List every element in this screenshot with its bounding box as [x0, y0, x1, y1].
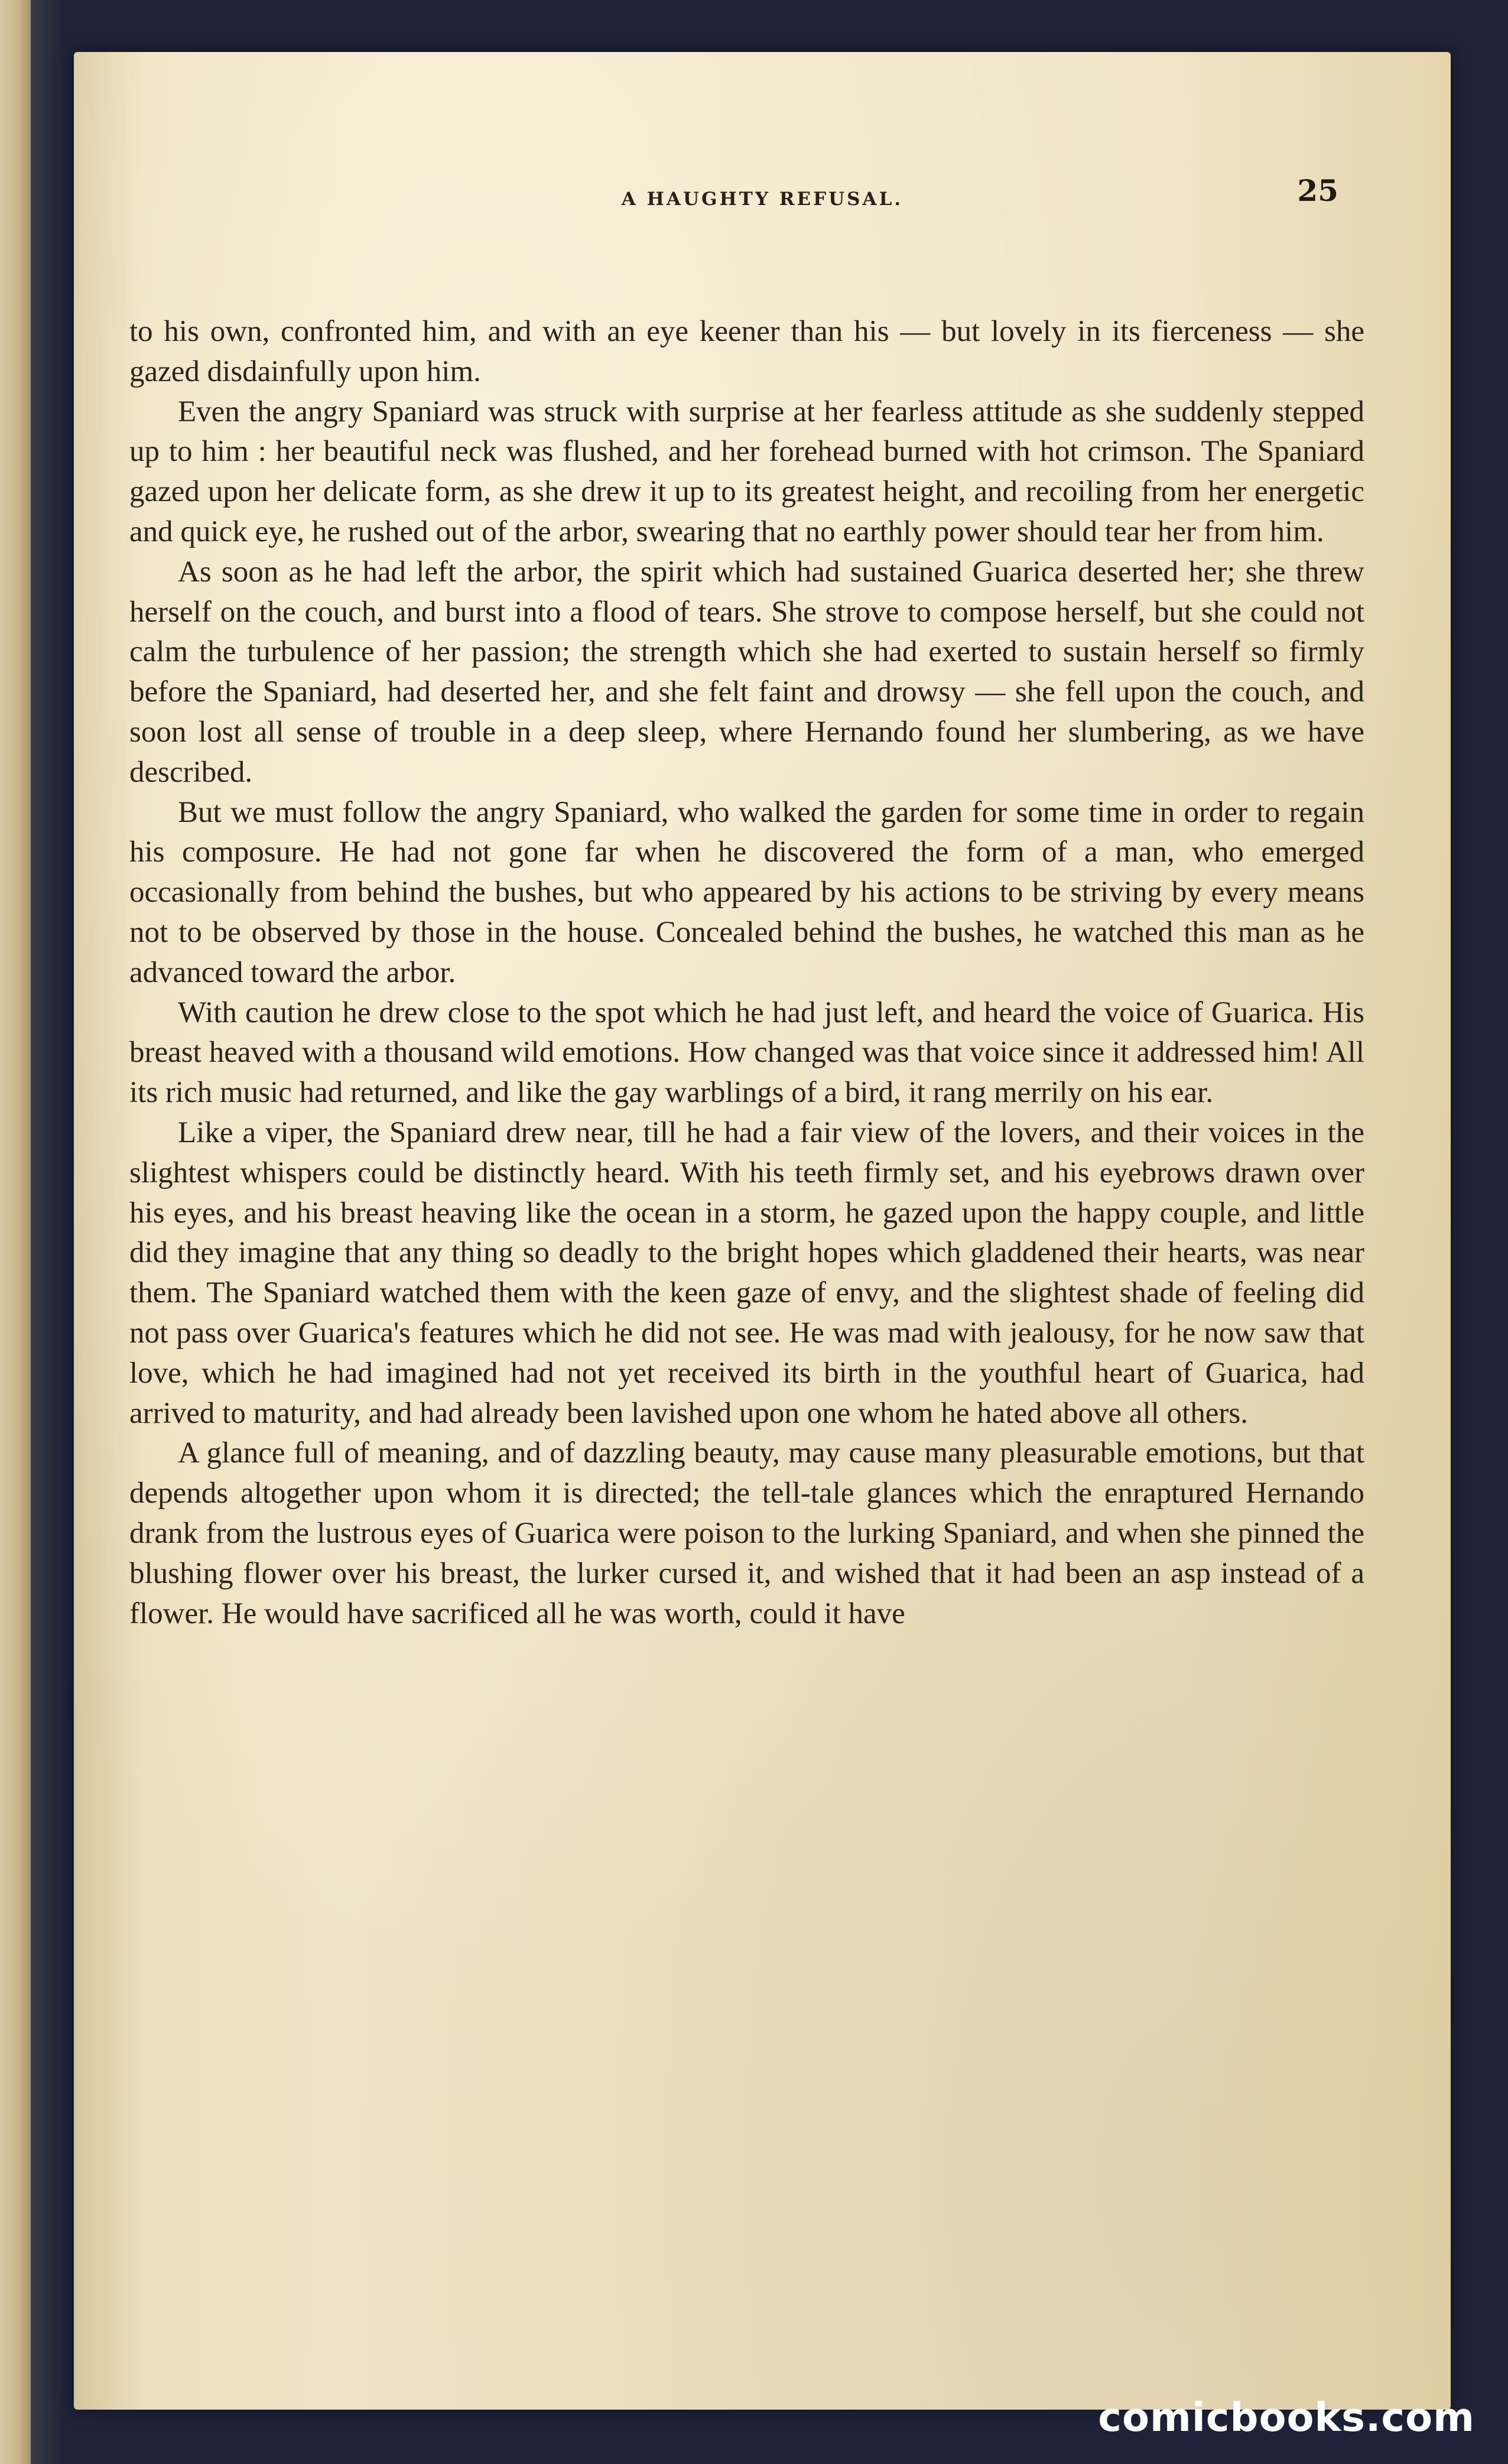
- book-page: [74, 52, 1451, 2410]
- paragraph-3: As soon as he had left the arbor, the spirit which had sustained Guarica deserted her; she threw herself on the couch, and burst into a flood of tears. She strove to compose herself, but she could not calm the turbulence of her passion; the strength which she had exerted to sustain herself so firmly before the Spaniard, had deserted her, and she felt faint and drowsy — she fell upon the couch, and soon lost all sense of trouble in a deep sleep, where Hernando found her slumbering, as we have described.: [129, 555, 1364, 789]
- site-watermark: comicbooks.com: [1098, 2394, 1475, 2440]
- adjacent-page-edge: [0, 0, 31, 2464]
- paragraph-6: Like a viper, the Spaniard drew near, till he had a fair view of the lovers, and their voices in the slightest whispers could be distinctly heard. With his teeth firmly set, and his eyebrows drawn over his eyes, and his breast heaving like the ocean in a storm, he gazed upon the happy couple, and little did they imagine that any thing so deadly to the bright hopes which gladdened their hearts, was near them. The Spaniard watched them with the keen gaze of envy, and the slightest shade of feeling did not pass over Guarica's features which he did not see. He was mad with jealousy, for he now saw that love, which he had imagined had not yet received its birth in the youthful heart of Guarica, had arrived to maturity, and had already been lavished upon one whom he hated above all others.: [129, 1116, 1364, 1430]
- paragraph-2: Even the angry Spaniard was struck with surprise at her fearless attitude as she suddenly stepped up to him : her beautiful neck was flushed, and her forehead burned with hot crimson. The Spaniard gazed upon her delicate form, as she drew it up to its greatest height, and recoiling from her energetic and quick eye, he rushed out of the arbor, swearing that no earthly power should tear her from him.: [129, 395, 1364, 548]
- paragraph-4: But we must follow the angry Spaniard, who walked the garden for some time in order to regain his composure. He had not gone far when he discovered the form of a man, who emerged occasionally from behind the bushes, but who appeared by his actions to be striving by every means not to be observed by those in the house. Concealed behind the bushes, he watched this man as he advanced toward the arbor.: [129, 795, 1364, 989]
- page-number: 25: [1297, 173, 1338, 208]
- body-text: [129, 312, 1364, 1634]
- gutter-shadow: [31, 0, 66, 2464]
- paragraph-1: to his own, confronted him, and with an eye keener than his — but lovely in its fierceness — she gazed disdainfully upon him.: [129, 315, 1364, 388]
- paragraph-7: A glance full of meaning, and of dazzling beauty, may cause many pleasurable emotions, but that depends altogether upon whom it is directed; the tell-tale glances which the enraptured Hernando drank from the lustrous eyes of Guarica were poison to the lurking Spaniard, and when she pinned the blushing flower over his breast, the lurker cursed it, and wished that it had been an asp instead of a flower. He would have sacrificed all he was worth, could it have: [129, 1436, 1364, 1630]
- paragraph-5: With caution he drew close to the spot which he had just left, and heard the voice of Guarica. His breast heaved with a thousand wild emotions. How changed was that voice since it addressed him! All its rich music had returned, and like the gay warblings of a bird, it rang merrily on his ear.: [129, 996, 1364, 1110]
- running-title: A HAUGHTY REFUSAL.: [621, 188, 904, 210]
- page-header: [74, 173, 1451, 220]
